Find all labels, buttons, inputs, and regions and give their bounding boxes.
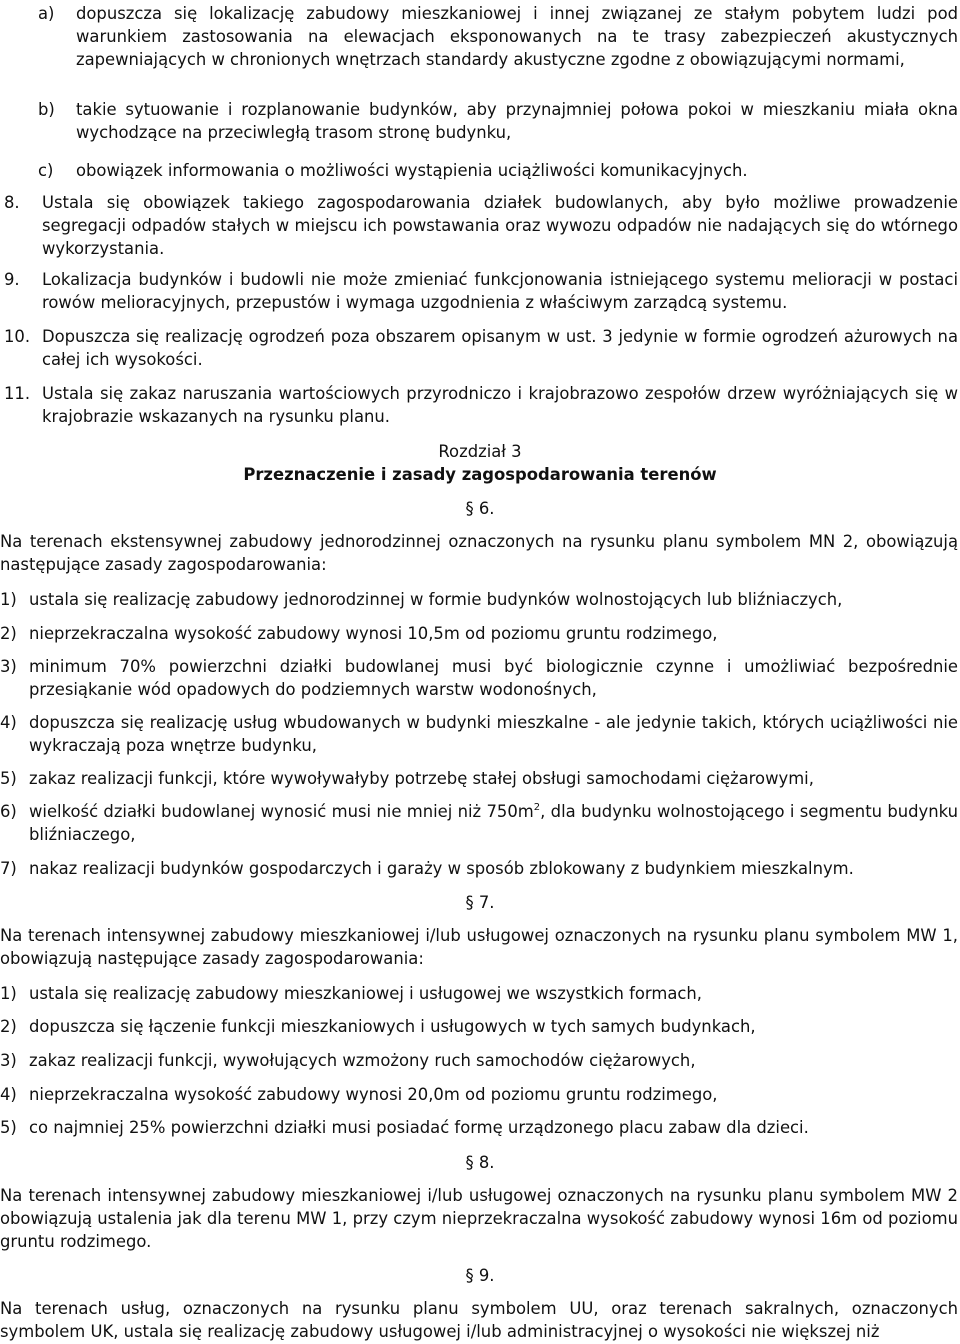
list-item-number: 6) bbox=[0, 802, 17, 821]
point-text: Dopuszcza się realizację ogrodzeń poza obszarem opisanym w ust. 3 jedynie w formie ogrodzeń ażurowych na całej ich wysokości. bbox=[42, 327, 958, 369]
list-item-number: 5) bbox=[0, 1118, 17, 1137]
list-item-text: ustala się realizację zabudowy jednorodzinnej w formie budynków wolnostojących lub bliźniaczych, bbox=[29, 590, 843, 609]
point-text: Lokalizacja budynków i budowli nie może zmieniać funkcjonowania istniejącego systemu melioracji w postaci rowów melioracyjnych, przepustów i wymaga uzgodnienia z właściwym zarządcą systemu. bbox=[42, 270, 958, 312]
list-item-number: 1) bbox=[0, 984, 17, 1003]
list-item-text: wielkość działki budowlanej wynosić musi nie mniej niż $750m^2$, dla budynku wolnostojącego i segmentu budynku bliźniaczego, bbox=[29, 802, 959, 844]
point-number: 8. bbox=[4, 193, 20, 212]
section-heading: § 9. bbox=[465, 1266, 495, 1285]
point-text: Ustala się zakaz naruszania wartościowych przyrodniczo i krajobrazowo zespołów drzew wyróżniających się w krajobrazie wskazanych na rysunku planu. bbox=[42, 384, 958, 426]
list-item-text: dopuszcza się lokalizację zabudowy mieszkaniowej i innej związanej ze stałym pobytem ludzi pod warunkiem zastosowania na elewacjach eksponowanych na te trasy zabezpieczeń akustycznych zapewniających w chronionych wnętrzach standardy akustyczne zgodne z obowiązującymi normami, bbox=[76, 4, 958, 69]
list-item-number: 2) bbox=[0, 624, 17, 643]
section-heading: § 7. bbox=[465, 893, 495, 912]
list-item-number: a) bbox=[38, 4, 55, 23]
list-item-text: co najmniej 25% powierzchni działki musi posiadać formę urządzonego placu zabaw dla dzieci. bbox=[29, 1118, 809, 1137]
list-item-number: 3) bbox=[0, 657, 17, 676]
list-item-text: dopuszcza się realizację usług wbudowanych w budynki mieszkalne - ale jedynie takich, których uciążliwości nie wykraczają poza wnętrze budynku, bbox=[29, 713, 958, 755]
list-item-number: 1) bbox=[0, 590, 17, 609]
list-item-number: c) bbox=[38, 161, 54, 180]
list-item-text: nieprzekraczalna wysokość zabudowy wynosi 20,0m od poziomu gruntu rodzimego, bbox=[29, 1085, 718, 1104]
list-item-text: nakaz realizacji budynków gospodarczych i garaży w sposób zblokowany z budynkiem mieszkalnym. bbox=[29, 859, 854, 878]
list-item-number: 2) bbox=[0, 1017, 17, 1036]
list-item-text: zakaz realizacji funkcji, które wywoływałyby potrzebę stałej obsługi samochodami ciężarowymi, bbox=[29, 769, 814, 788]
section-intro: Na terenach intensywnej zabudowy mieszkaniowej i/lub usługowej oznaczonych na rysunku planu symbolem MW 2 obowiązują ustalenia jak dla terenu MW 1, przy czym nieprzekraczalna wysokość zabudowy wynosi 16m od poziomu gruntu rodzimego. bbox=[0, 1186, 958, 1251]
point-text: Ustala się obowiązek takiego zagospodarowania działek budowlanych, aby było możliwe prowadzenie segregacji odpadów stałych w miejscu ich powstawania oraz wywozu odpadów nie nadających się do wtórnego wykorzystania. bbox=[42, 193, 958, 258]
list-item-text: minimum 70% powierzchni działki budowlanej musi być biologicznie czynne i umożliwiać bezpośrednie przesiąkanie wód opadowych do podziemnych warstw wodonośnych, bbox=[29, 657, 958, 699]
section-heading: § 6. bbox=[465, 499, 495, 518]
chapter-title: Przeznaczenie i zasady zagospodarowania terenów bbox=[243, 465, 717, 484]
list-item-number: 7) bbox=[0, 859, 17, 878]
point-number: 11. bbox=[4, 384, 31, 403]
list-item-text: zakaz realizacji funkcji, wywołujących wzmożony ruch samochodów ciężarowych, bbox=[29, 1051, 696, 1070]
section-intro: Na terenach usług, oznaczonych na rysunku planu symbolem UU, oraz terenach sakralnych, oznaczonych symbolem UK, ustala się realizację zabudowy usługowej i/lub administracyjnej o wysokości nie większej niż bbox=[0, 1299, 958, 1341]
section-intro: Na terenach intensywnej zabudowy mieszkaniowej i/lub usługowej oznaczonych na rysunku planu symbolem MW 1, obowiązują następujące zasady zagospodarowania: bbox=[0, 926, 958, 968]
list-item-number: 5) bbox=[0, 769, 17, 788]
list-item-number: 3) bbox=[0, 1051, 17, 1070]
section-heading: § 8. bbox=[465, 1153, 495, 1172]
chapter-label: Rozdział 3 bbox=[438, 442, 522, 461]
list-item-text: dopuszcza się łączenie funkcji mieszkaniowych i usługowych w tych samych budynkach, bbox=[29, 1017, 756, 1036]
section-intro: Na terenach ekstensywnej zabudowy jednorodzinnej oznaczonych na rysunku planu symbolem MN 2, obowiązują następujące zasady zagospodarowania: bbox=[0, 532, 958, 574]
superscript: 2 bbox=[533, 802, 541, 813]
list-item-text: nieprzekraczalna wysokość zabudowy wynosi 10,5m od poziomu gruntu rodzimego, bbox=[29, 624, 718, 643]
list-item-number: 4) bbox=[0, 713, 17, 732]
list-item-number: b) bbox=[38, 100, 55, 119]
point-number: 10. bbox=[4, 327, 31, 346]
list-item-text: takie sytuowanie i rozplanowanie budynków, aby przynajmniej połowa pokoi w mieszkaniu miała okna wychodzące na przeciwległą trasom stronę budynku, bbox=[76, 100, 958, 142]
list-item-number: 4) bbox=[0, 1085, 17, 1104]
point-number: 9. bbox=[4, 270, 20, 289]
list-item-text: obowiązek informowania o możliwości wystąpienia uciążliwości komunikacyjnych. bbox=[76, 161, 748, 180]
list-item-text: ustala się realizację zabudowy mieszkaniowej i usługowej we wszystkich formach, bbox=[29, 984, 702, 1003]
